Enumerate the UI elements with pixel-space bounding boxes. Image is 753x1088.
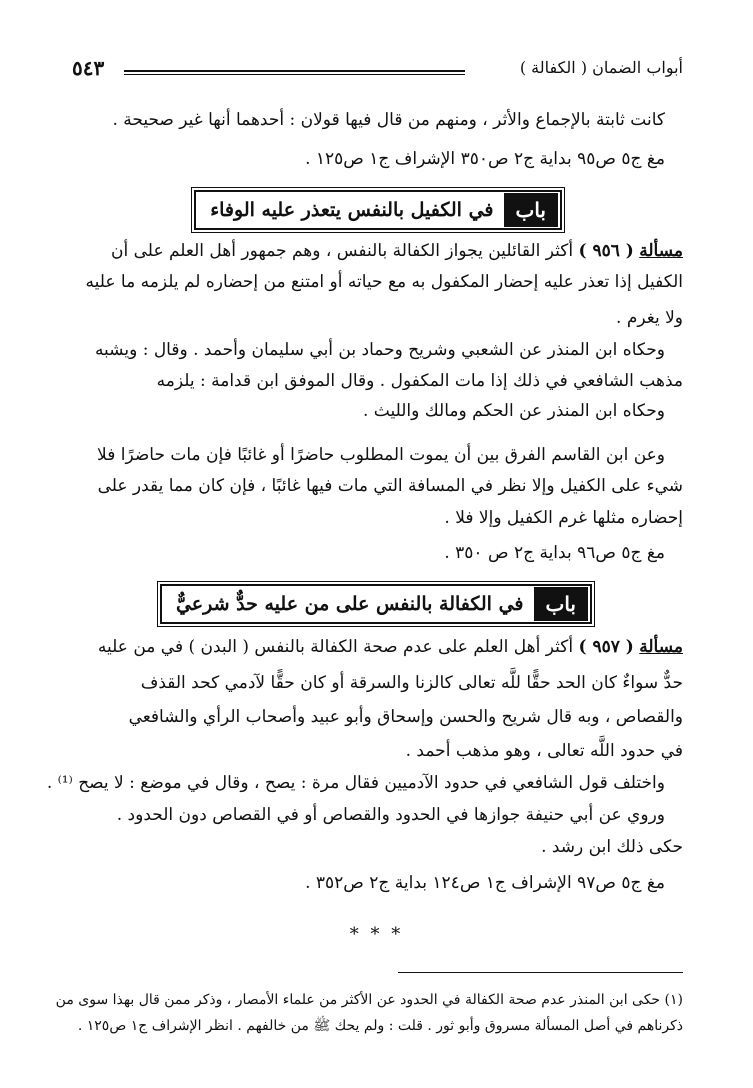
reference-line: مغ ج٥ ص٩٦ بداية ج٢ ص ٣٥٠ .	[444, 543, 665, 563]
text-line: شيء على الكفيل وإلا نظر في المسافة التي مات فيها غائبًا ، فإن كان مما يقدر على	[97, 476, 683, 496]
text-line: وعن ابن القاسم الفرق بين أن يموت المطلوب حاضرًا أو غائبًا فإن مات حاضرًا فلا	[97, 445, 665, 465]
text-line: والقصاص ، وبه قال شريح والحسن وإسحاق وأبو عبيد وأصحاب الرأي والشافعي	[128, 707, 683, 727]
reference-line: مغ ج٥ ص٩٥ بداية ج٢ ص٣٥٠ الإشراف ج١ ص١٢٥ .	[305, 149, 665, 169]
issue-number: ( ٩٥٦ )	[578, 241, 634, 261]
issue-text: أكثر أهل العلم على عدم صحة الكفالة بالنفس ( البدن ) في من عليه	[97, 637, 574, 657]
text-line: واختلف قول الشافعي في حدود الآدميين فقال مرة : يصح ، وقال في موضع : لا يصح ⁽¹⁾ .	[46, 773, 665, 793]
text-line: الكفيل إذا تعذر عليه إحضار المكفول به مع حياته أو امتنع من إحضاره لم يلزمه ما عليه	[85, 272, 683, 292]
text-line: في حدود اللَّه تعالى ، وهو مذهب أحمد .	[405, 741, 683, 761]
running-header	[72, 58, 683, 88]
text-line: وحكاه ابن المنذر عن الشعبي وشريح وحماد بن أبي سليمان وأحمد . وقال : ويشبه	[94, 340, 665, 360]
text-line: حدٌّ سواءٌ كان الحد حقًّا للَّه تعالى كالزنا والسرقة أو كان حقًّا لآدمي كحد القذف	[140, 673, 683, 693]
footnote-rule	[398, 972, 683, 973]
reference-line: مغ ج٥ ص٩٧ الإشراف ج١ ص١٢٤ بداية ج٢ ص٣٥٢ .	[305, 873, 665, 893]
header-rule	[124, 70, 465, 75]
chapter-title: في الكفالة بالنفس على من عليه حدٌّ شرعيٌّ	[175, 593, 524, 615]
chapter-tag: باب	[534, 587, 589, 621]
footnote-line: ذكرناهم في أصل المسألة مسروق وأبو ثور . قلت : ولم يحك ﷺ من خالفهم . انظر الإشراف ج١ ص١٢٥ .	[77, 1018, 683, 1034]
text-line: إحضاره مثلها غرم الكفيل وإلا فلا .	[444, 508, 683, 528]
issue-number: ( ٩٥٧ )	[578, 637, 634, 657]
header-title: أبواب الضمان ( الكفالة )	[519, 58, 683, 77]
issue-first-line	[70, 236, 683, 266]
issue-label: مسألة	[639, 241, 683, 261]
chapter-title: في الكفيل بالنفس يتعذر عليه الوفاء	[210, 199, 494, 221]
text-line: مذهب الشافعي في ذلك إذا مات المكفول . وقال الموفق ابن قدامة : يلزمه	[156, 371, 683, 391]
chapter-tag: باب	[504, 193, 559, 227]
section-separator: * * *	[349, 924, 404, 945]
issue-first-line	[70, 632, 683, 662]
issue-label: مسألة	[639, 637, 683, 657]
text-line: ولا يغرم .	[616, 308, 683, 328]
text-line: وحكاه ابن المنذر عن الحكم ومالك والليث .	[362, 401, 665, 421]
chapter-heading	[194, 190, 562, 230]
footnote-line: (١) حكى ابن المنذر عدم صحة الكفالة في الحدود عن الأكثر من علماء الأمصار ، وذكر ممن قال بهذا سوى من	[55, 992, 683, 1008]
page-number: ٥٤٣	[72, 56, 105, 80]
text-line: وروي عن أبي حنيفة جوازها في الحدود والقصاص أو في القصاص دون الحدود .	[116, 805, 665, 825]
issue-text: أكثر القائلين يجواز الكفالة بالنفس ، وهم جمهور أهل العلم على أن	[111, 241, 574, 261]
chapter-heading	[160, 584, 592, 624]
text-line: حكى ذلك ابن رشد .	[541, 837, 683, 857]
text-line: كانت ثابتة بالإجماع والأثر ، ومنهم من قال فيها قولان : أحدهما أنها غير صحيحة .	[112, 110, 665, 130]
